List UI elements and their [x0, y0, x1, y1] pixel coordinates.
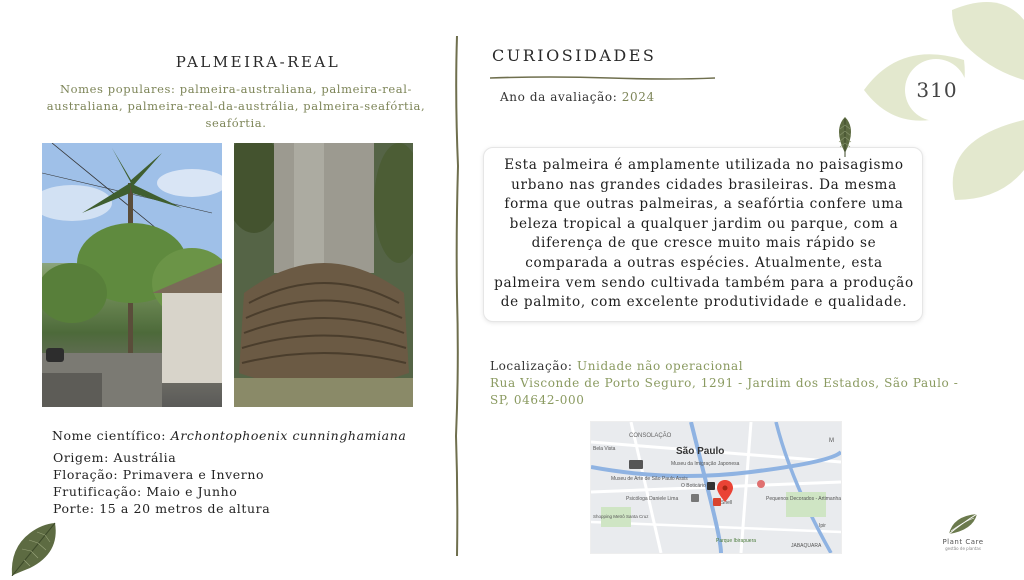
- fact-flowering: Floração: Primavera e Inverno: [53, 467, 265, 482]
- plant-facts: [53, 449, 270, 517]
- map-label-place3: Psicóloga Daniele Lima: [626, 496, 679, 502]
- map-label-place1: Museu de Arte de São Paulo Assis: [611, 476, 688, 482]
- plant-care-logo: [928, 512, 998, 568]
- page-number-badge: 310: [916, 78, 958, 102]
- logo-name: Plant Care: [942, 538, 984, 546]
- leaf-icon: [835, 117, 855, 157]
- description-card: Esta palmeira é amplamente utilizada no paisagismo urbano nas grandes cidades brasileiras. Da mesma forma que outras palmeiras, a seafórtia confere uma beleza tropical a qualquer jardim ou parque, com a diferença de que cresce muito mais rápido se comparada a outras espécies. Atualmente, esta palmeira vem sendo cultivada também para a produção de palmito, com excelente produtividade e qualidade.: [483, 147, 923, 322]
- map-label-edge3: Ipir: [819, 523, 826, 529]
- logo-leaf-icon: [943, 512, 983, 536]
- location: [490, 359, 743, 373]
- location-map[interactable]: [590, 421, 842, 554]
- map-label-city: São Paulo: [676, 446, 725, 457]
- year-value: 2024: [621, 90, 655, 104]
- fact-size: Porte: 15 a 20 metros de altura: [53, 501, 271, 516]
- map-label-district: CONSOLAÇÃO: [629, 433, 672, 439]
- year-label: Ano da avaliação:: [500, 90, 618, 104]
- map-label-edge1: Bela Vista: [593, 446, 616, 452]
- map-label-park: Parque Ibirapuera: [716, 538, 757, 544]
- map-label-place4: Shell: [721, 500, 733, 506]
- evaluation-year: [500, 90, 655, 104]
- scientific-name: Archontophoenix cunninghamiana: [170, 428, 407, 443]
- location-value: Unidade não operacional: [577, 359, 744, 373]
- scientific-name-line: [52, 428, 406, 443]
- map-label-place2: O Boticário: [681, 483, 706, 489]
- map-label-place5: Pequenos Decorados - Artimanha: [766, 496, 841, 502]
- popular-names: Nomes populares: palmeira-australiana, palmeira-real-australiana, palmeira-real-da-austrália, palmeira-seafórtia, seafórtia.: [46, 82, 426, 130]
- location-label: Localização:: [490, 359, 573, 373]
- plant-title: PALMEIRA-REAL: [175, 53, 341, 71]
- vertical-divider: [452, 36, 462, 556]
- curiosities-heading: CURIOSIDADES: [492, 46, 657, 65]
- map-label-mall: Shopping Metrô Santa Cruz: [593, 514, 649, 519]
- palm-tree-photo: [42, 143, 222, 407]
- map-label-museum: Museu da Imigração Japonesa: [671, 461, 740, 467]
- decorative-leaf-bottom-left: [0, 518, 60, 576]
- fact-fruiting: Frutificação: Maio e Junho: [53, 484, 238, 499]
- address: Rua Visconde de Porto Seguro, 1291 - Jardim dos Estados, São Paulo - SP, 04642-000: [490, 376, 959, 407]
- scientific-label: Nome científico:: [52, 428, 167, 443]
- palm-trunk-photo: [234, 143, 413, 407]
- map-label-edge2: M: [829, 438, 834, 444]
- heading-underline: [490, 67, 715, 75]
- map-label-district2: JABAQUARA: [791, 543, 822, 549]
- logo-tagline: gestão de plantas: [945, 546, 981, 551]
- fact-origin: Origem: Austrália: [53, 450, 177, 465]
